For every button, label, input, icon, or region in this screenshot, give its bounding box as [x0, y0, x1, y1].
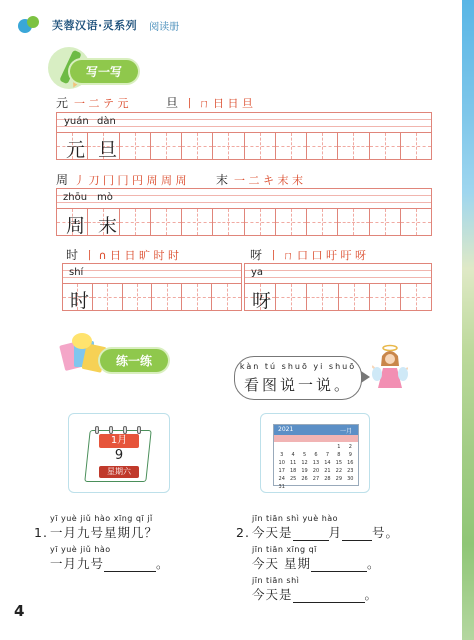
bubble-pinyin: kàn tú shuō yi shuō — [239, 362, 357, 371]
stroke-char: 时 — [66, 248, 79, 262]
calendar-month: 一月 — [339, 428, 352, 435]
calendar-year: 2021 — [278, 426, 294, 433]
stroke-order-zhou — [56, 171, 187, 188]
stroke-seq: 一 二 テ 元 — [74, 97, 129, 110]
calendar-day-cell — [276, 444, 287, 452]
books-mascot-icon — [60, 333, 104, 375]
calendar-day-cell: 10 — [278, 460, 285, 466]
calendar-day-cell: 18 — [289, 468, 297, 474]
pinyin-label: yuán — [64, 116, 89, 127]
stroke-seq: 一 二 キ 末 末 — [234, 174, 304, 187]
model-character: 元 — [65, 139, 85, 161]
stroke-order-mo — [216, 171, 303, 188]
calendar-weekday-header — [274, 435, 358, 442]
desk-calendar-picture — [68, 413, 170, 493]
calendar-day-cell: 26 — [301, 476, 308, 482]
calendar-day-cell: 16 — [347, 460, 354, 466]
practice-section-title: 练一练 — [100, 349, 168, 372]
write-section-badge — [70, 60, 138, 83]
model-character: 末 — [97, 215, 117, 237]
calendar-day-cell: 3 — [280, 452, 284, 458]
q2-line2-pinyin: jīn tiān xīng qī — [252, 545, 317, 554]
q1-line2: 一月九号 — [50, 556, 105, 571]
calendar-day-cell: 29 — [335, 476, 343, 482]
desk-calendar-weekday: 星期六 — [99, 466, 139, 478]
calendar-day-cell: 28 — [324, 476, 331, 482]
q2-line3: 今天是 — [252, 587, 293, 602]
question-1: yī yuè jiǔ hào xīng qī jǐ 1. 一月九号星期几？ yī yuè jiǔ hào 一月九号 。 — [34, 514, 170, 571]
q2-line1b: 月 — [328, 525, 343, 540]
stroke-seq: 丨 ㄇ 口 口 吁 吁 呀 — [268, 249, 366, 262]
pinyin-lines — [63, 264, 241, 284]
pinyin-lines — [57, 189, 431, 209]
stroke-char: 旦 — [166, 96, 179, 110]
calendar-day-cell: 25 — [289, 476, 297, 482]
stroke-char: 末 — [216, 173, 229, 187]
page-number: 4 — [14, 602, 25, 620]
calendar-day-cell: 7 — [325, 452, 330, 458]
stroke-char: 周 — [56, 173, 69, 187]
q2-number: 2. — [236, 525, 250, 540]
model-character: 周 — [65, 215, 85, 237]
edge-illustration — [462, 0, 474, 640]
stroke-order-shi — [66, 246, 179, 263]
calendar-day-cell — [310, 444, 321, 452]
stroke-char: 元 — [56, 96, 69, 110]
bubble-text: 看图说一说。 — [243, 376, 352, 394]
calendar-day-cell: 11 — [289, 460, 297, 466]
calendar-day-cell: 31 — [278, 484, 285, 490]
model-character: 呀 — [251, 290, 271, 312]
practice-section-badge — [100, 349, 168, 372]
stroke-seq: 丨 ㄇ 日 日 旦 — [184, 97, 254, 110]
pinyin-label: dàn — [97, 116, 116, 127]
calendar-day-cell: 23 — [347, 468, 354, 474]
q2-line1a: 今天是 — [252, 525, 293, 540]
calendar-day-cell: 20 — [312, 468, 320, 474]
calendar-day-cell: 8 — [337, 452, 341, 458]
q2-day-blank[interactable] — [342, 529, 372, 541]
fairy-girl-icon — [372, 344, 408, 396]
q2-weekday-blank[interactable] — [311, 560, 367, 572]
pinyin-label: mò — [97, 192, 113, 203]
month-calendar-icon — [273, 424, 359, 490]
series-logo-icon — [18, 16, 46, 34]
q1-answer-blank[interactable] — [104, 560, 156, 572]
q1-line2-pinyin: yī yuè jiǔ hào — [50, 545, 111, 554]
calendar-day-cell — [287, 444, 298, 452]
stroke-order-ya — [250, 246, 366, 263]
calendar-day-cell: 15 — [335, 460, 343, 466]
edge-divider — [458, 0, 462, 640]
calendar-day-cell — [299, 444, 310, 452]
q2-line3-pinyin: jīn tiān shì — [252, 576, 300, 585]
calendar-day-cell: 6 — [314, 452, 318, 458]
q2-line2: 今天 星期 — [252, 556, 311, 571]
pinyin-label: ya — [251, 267, 264, 278]
writing-grid-row1 — [56, 112, 432, 160]
calendar-day-cell: 2 — [348, 444, 352, 450]
q2-line1c: 号。 — [372, 525, 400, 540]
calendar-day-cell: 27 — [312, 476, 320, 482]
speech-bubble — [234, 356, 362, 400]
page-header — [18, 14, 179, 36]
model-character: 时 — [69, 290, 89, 312]
q2-month-blank[interactable] — [293, 529, 329, 541]
calendar-day-cell: 5 — [302, 452, 307, 458]
calendar-day-cell: 17 — [278, 468, 285, 474]
stroke-order-dan — [166, 94, 253, 111]
calendar-day-cell: 9 — [348, 452, 352, 458]
writing-grid-row2 — [56, 188, 432, 236]
q1-line1: 一月九号星期几？ — [50, 525, 159, 540]
desk-calendar-month: 1月 — [99, 434, 139, 448]
question-2: jīn tiān shì yuè hào 2. 今天是 月 号。 jīn tiān xīng qī 今天 星期 。 jīn tiān shì 今天是 。 — [236, 514, 400, 602]
calendar-day-cell: 1 — [337, 444, 341, 450]
calendar-day-cell — [322, 444, 333, 452]
calendar-days — [276, 444, 356, 490]
calendar-day-cell: 24 — [278, 476, 285, 482]
desk-calendar-icon — [83, 424, 155, 486]
stroke-seq: 丨 ∩ 日 日 旷 时 时 — [84, 249, 180, 262]
writing-grid-shi — [62, 263, 242, 311]
series-subtitle: 阅读册 — [149, 21, 180, 33]
q2-line1-pinyin: jīn tiān shì yuè hào — [252, 514, 339, 523]
calendar-day-cell: 13 — [312, 460, 320, 466]
calendar-day-cell: 4 — [291, 452, 295, 458]
pinyin-label: zhōu — [63, 192, 88, 203]
model-character: 旦 — [97, 139, 117, 161]
calendar-day-cell: 22 — [335, 468, 343, 474]
calendar-day-cell: 12 — [301, 460, 308, 466]
write-section-title: 写一写 — [70, 60, 138, 83]
stroke-char: 呀 — [250, 248, 263, 262]
series-title: 芙蓉汉语·灵系列 — [52, 19, 138, 32]
calendar-day-cell: 21 — [324, 468, 331, 474]
stroke-order-yuan — [56, 94, 129, 111]
q1-line1-pinyin: yī yuè jiǔ hào xīng qī jǐ — [50, 514, 153, 523]
month-calendar-picture — [260, 413, 370, 493]
stroke-seq: 丿 刀 冂 冂 円 周 周 周 — [74, 174, 187, 187]
pinyin-label: shí — [69, 267, 84, 278]
pinyin-lines — [245, 264, 431, 284]
calendar-day-cell: 14 — [324, 460, 331, 466]
q1-number: 1. — [34, 525, 48, 540]
q2-date-blank[interactable] — [293, 591, 365, 603]
calendar-day-cell: 30 — [347, 476, 354, 482]
desk-calendar-day: 9 — [99, 448, 139, 464]
calendar-day-cell: 19 — [301, 468, 308, 474]
writing-grid-ya — [244, 263, 432, 311]
